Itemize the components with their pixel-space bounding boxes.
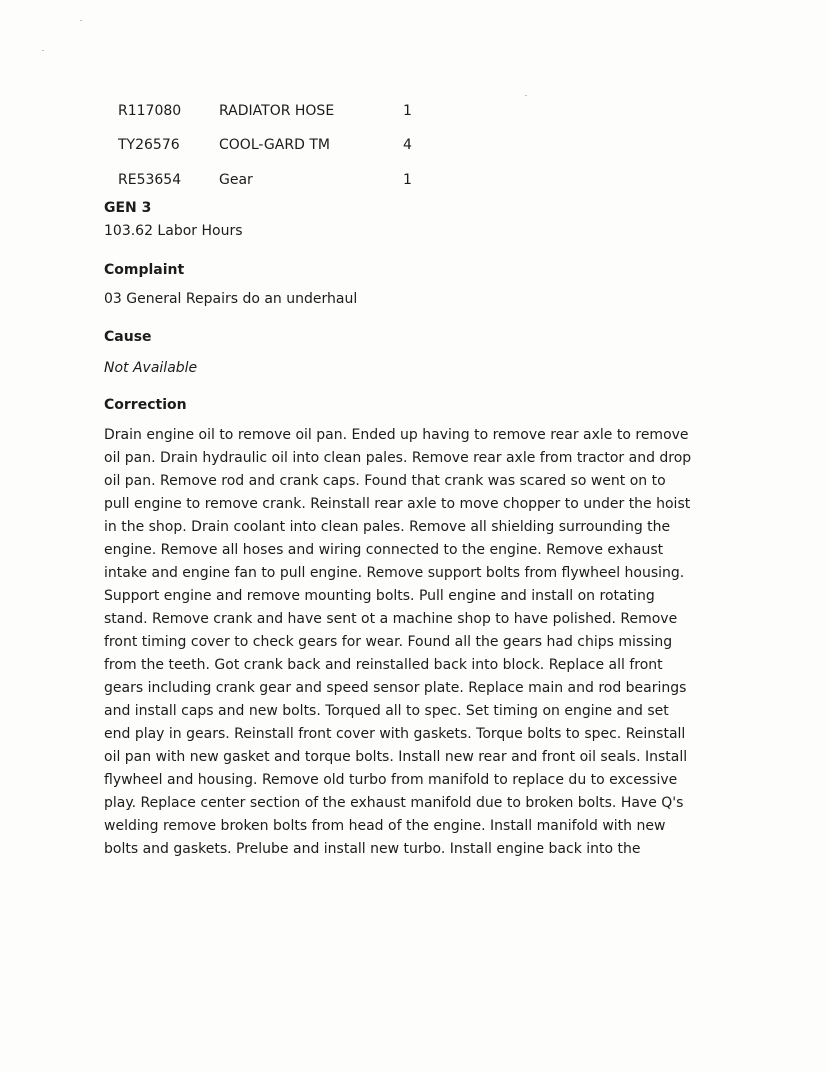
complaint-heading: Complaint xyxy=(104,262,185,278)
correction-line: front timing cover to check gears for wear. Found all the gears had chips missing xyxy=(104,634,673,650)
correction-line: pull engine to remove crank. Reinstall rear axle to move chopper to under the hoist xyxy=(104,496,691,512)
correction-line: stand. Remove crank and have sent ot a machine shop to have polished. Remove xyxy=(104,611,678,627)
part-number: RE53654 xyxy=(118,172,182,188)
correction-line: in the shop. Drain coolant into clean pales. Remove all shielding surrounding the xyxy=(104,519,671,535)
part-quantity: 1 xyxy=(403,103,412,119)
part-description: Gear xyxy=(219,172,253,188)
correction-body xyxy=(104,424,704,861)
correction-line: play. Replace center section of the exhaust manifold due to broken bolts. Have Q's xyxy=(104,795,684,811)
part-number: R117080 xyxy=(118,103,182,119)
correction-heading: Correction xyxy=(104,397,187,413)
labor-hours: 103.62 Labor Hours xyxy=(104,223,243,239)
cause-heading: Cause xyxy=(104,329,152,345)
correction-line: from the teeth. Got crank back and reinstalled back into block. Replace all front xyxy=(104,657,663,673)
parts-row xyxy=(118,135,418,155)
correction-line: oil pan. Drain hydraulic oil into clean pales. Remove rear axle from tractor and drop xyxy=(104,450,692,466)
correction-line: Support engine and remove mounting bolts. Pull engine and install on rotating xyxy=(104,588,655,604)
correction-line: flywheel and housing. Remove old turbo from manifold to replace du to excessive xyxy=(104,772,678,788)
correction-line: oil pan with new gasket and torque bolts. Install new rear and front oil seals. Install xyxy=(104,749,688,765)
correction-line: oil pan. Remove rod and crank caps. Found that crank was scared so went on to xyxy=(104,473,666,489)
part-number: TY26576 xyxy=(118,137,180,153)
parts-row xyxy=(118,170,418,190)
complaint-text: 03 General Repairs do an underhaul xyxy=(104,291,358,307)
scan-speck xyxy=(525,95,527,96)
correction-line: end play in gears. Reinstall front cover with gaskets. Torque bolts to spec. Reinstall xyxy=(104,726,686,742)
scan-speck xyxy=(80,20,82,21)
scan-speck xyxy=(42,50,44,51)
correction-line: and install caps and new bolts. Torqued all to spec. Set timing on engine and set xyxy=(104,703,669,719)
correction-line: engine. Remove all hoses and wiring connected to the engine. Remove exhaust xyxy=(104,542,664,558)
cause-text: Not Available xyxy=(104,360,198,376)
part-description: RADIATOR HOSE xyxy=(219,103,335,119)
correction-line: Drain engine oil to remove oil pan. Ended up having to remove rear axle to remove xyxy=(104,427,689,443)
part-description: COOL-GARD TM xyxy=(219,137,330,153)
correction-line: welding remove broken bolts from head of the engine. Install manifold with new xyxy=(104,818,666,834)
correction-line: gears including crank gear and speed sensor plate. Replace main and rod bearings xyxy=(104,680,687,696)
part-quantity: 4 xyxy=(403,137,412,153)
parts-row xyxy=(118,101,418,121)
correction-line: bolts and gaskets. Prelube and install new turbo. Install engine back into the xyxy=(104,841,641,857)
gen-title: GEN 3 xyxy=(104,200,152,216)
correction-line: intake and engine fan to pull engine. Remove support bolts from flywheel housing. xyxy=(104,565,685,581)
part-quantity: 1 xyxy=(403,172,412,188)
